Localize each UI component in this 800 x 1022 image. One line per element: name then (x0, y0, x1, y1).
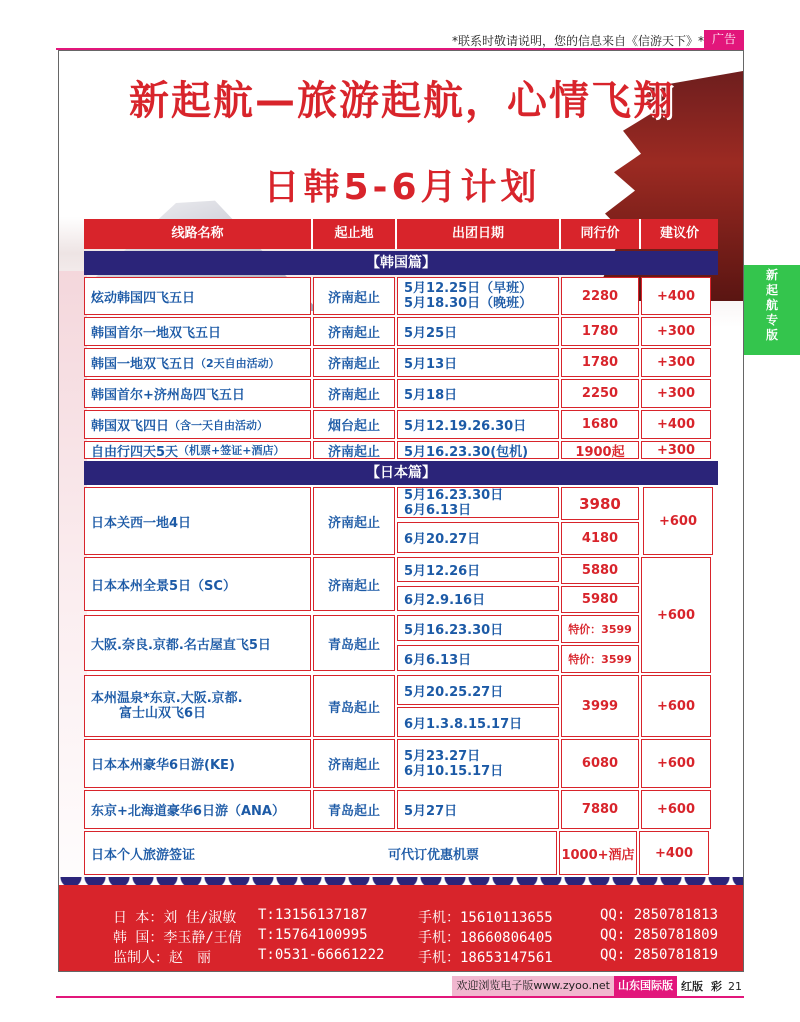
origin: 济南起止 (313, 739, 395, 788)
route-title: 韩国一地双飞五日 (91, 357, 196, 372)
table-row (84, 675, 718, 737)
contact-name: 日 本：刘 佳/淑敏 (113, 910, 237, 926)
contact-mobile: 手机：18660806405 (418, 930, 553, 946)
contact-name: 韩 国：李玉静/王倩 (113, 930, 242, 946)
suggested-price: +300 (641, 441, 711, 459)
route-name (84, 675, 311, 737)
contact-qq: QQ: 2850781819 (600, 947, 719, 963)
side-tab-char: 专 (765, 313, 778, 327)
route-title-line2: 富士山双飞6日 (119, 706, 207, 721)
route-name: 日本本州豪华6日游(KE) (84, 739, 311, 788)
header-dates: 出团日期 (397, 219, 561, 249)
origin: 济南起止 (313, 379, 395, 408)
trade-price: 2250 (561, 379, 639, 408)
table-row (84, 487, 718, 555)
trade-price: 特价：3599 (561, 645, 639, 673)
route-name (84, 348, 311, 377)
trade-price: 6080 (561, 739, 639, 788)
route-group (84, 557, 639, 673)
route-name: 日本个人旅游签证 (84, 831, 311, 875)
trade-price: 特价：3599 (561, 615, 639, 643)
departure-dates: 5月27日 (397, 790, 559, 829)
source-note: *联系时敬请说明，您的信息来自《信游天下》* (451, 34, 704, 48)
color-label: 彩 (711, 980, 722, 993)
trade-price: 3980 (561, 487, 639, 520)
sub-row (397, 615, 639, 643)
departure-dates: 5月18日 (397, 379, 559, 408)
section-label: 红版 (681, 980, 703, 993)
suggested-price: +300 (641, 317, 711, 346)
table-header (84, 219, 718, 249)
table-row (84, 557, 639, 613)
table-row (84, 410, 718, 439)
page-footer (452, 976, 744, 996)
origin: 烟台起止 (313, 410, 395, 439)
contact-qq: QQ: 2850781813 (600, 907, 719, 923)
departure-dates: 6月6.13日 (397, 645, 559, 671)
sub-row (397, 487, 641, 520)
origin: 青岛起止 (313, 615, 395, 671)
route-name: 炫动韩国四飞五日 (84, 277, 311, 315)
origin: 济南起止 (313, 277, 395, 315)
contact-row (113, 947, 718, 967)
table-row (84, 831, 718, 875)
suggested-price: +600 (641, 790, 711, 829)
route-name: 日本关西一地4日 (84, 487, 311, 555)
table-row (84, 790, 718, 829)
sub-row (397, 557, 639, 584)
suggested-price: +600 (643, 487, 713, 555)
route-description: 可代订优惠机票 (311, 831, 557, 875)
suggested-price: +600 (641, 675, 711, 737)
header-origin: 起止地 (313, 219, 397, 249)
advert-panel (58, 50, 744, 972)
route-title: 本州温泉*东京.大阪.京都. (91, 691, 243, 706)
website-link[interactable]: 欢迎浏览电子版www.zyoo.net (452, 976, 614, 996)
table-row (84, 441, 718, 459)
trade-price: 1000+酒店 (559, 831, 637, 875)
contact-panel (59, 885, 744, 972)
route-name (84, 441, 311, 459)
headline: 新起航—旅游起航，心情飞翔 (129, 78, 675, 124)
departure-dates: 5月20.25.27日 (397, 675, 559, 705)
route-title: 自由行四天5天 (91, 444, 179, 459)
trade-price: 1680 (561, 410, 639, 439)
header-trade-price: 同行价 (561, 219, 641, 249)
date-line: 5月16.23.30日 (404, 487, 504, 503)
origin: 济南起止 (313, 557, 395, 611)
ad-badge: 广告 (704, 30, 744, 48)
departure-dates (397, 739, 559, 788)
sub-row (397, 586, 639, 613)
bottom-divider (56, 996, 744, 998)
section-side-tab (744, 265, 800, 355)
origin: 青岛起止 (313, 790, 395, 829)
table-row (84, 615, 639, 673)
date-price-group (397, 487, 641, 555)
departure-dates: 6月2.9.16日 (397, 586, 559, 611)
trade-price: 5880 (561, 557, 639, 584)
trade-price: 3999 (561, 675, 639, 737)
side-tab-char: 起 (765, 283, 778, 297)
route-title: 韩国双飞四日 (91, 419, 170, 434)
departure-dates: 5月13日 (397, 348, 559, 377)
contact-mobile: 手机：18653147561 (418, 950, 553, 966)
contact-row (113, 927, 718, 947)
date-line: 6月10.15.17日 (404, 763, 504, 779)
table-row (84, 348, 718, 377)
suggested-price: +600 (641, 739, 711, 788)
contact-phone: T:0531-66661222 (258, 947, 385, 963)
origin: 济南起止 (313, 317, 395, 346)
table-row-group (84, 557, 718, 673)
table-row (84, 739, 718, 788)
date-group (397, 675, 559, 737)
header-suggested-price: 建议价 (659, 226, 699, 241)
departure-dates (397, 277, 559, 315)
date-line: 5月12.25日（早班） (404, 281, 533, 296)
date-line: 5月18.30日（晚班） (404, 296, 533, 311)
route-name: 东京+北海道豪华6日游（ANA） (84, 790, 311, 829)
contact-phone: T:13156137187 (258, 907, 368, 923)
cherry-blossom-decoration (59, 271, 87, 931)
tour-table (84, 219, 718, 875)
route-name: 大阪.奈良.京都.名古屋直飞5日 (84, 615, 311, 671)
departure-dates: 5月12.26日 (397, 557, 559, 582)
departure-dates: 5月16.23.30日 (397, 615, 559, 641)
table-row (84, 317, 718, 346)
date-price-group (397, 615, 639, 673)
route-name: 韩国首尔一地双飞五日 (84, 317, 311, 346)
departure-dates: 5月12.19.26.30日 (397, 410, 559, 439)
origin: 济南起止 (313, 348, 395, 377)
departure-dates: 6月20.27日 (397, 522, 559, 553)
route-note: （2天自由活动） (195, 356, 280, 370)
trade-price: 2280 (561, 277, 639, 315)
route-name: 日本本州全景5日（SC） (84, 557, 311, 611)
date-line: 6月6.13日 (404, 502, 472, 518)
origin: 济南起止 (313, 487, 395, 555)
departure-dates: 5月16.23.30(包机) (397, 441, 559, 459)
contact-row (113, 907, 718, 927)
table-row (84, 379, 718, 408)
trade-price: 5980 (561, 586, 639, 613)
suggested-price: +400 (641, 277, 711, 315)
departure-dates: 5月25日 (397, 317, 559, 346)
side-tab-char: 版 (765, 328, 778, 342)
date-price-group (397, 557, 639, 613)
departure-dates (397, 487, 559, 518)
route-note: （机票+签证+酒店） (178, 444, 285, 457)
edition-label: 山东国际版 (614, 976, 677, 996)
route-name (84, 410, 311, 439)
route-name: 韩国首尔+济州岛四飞五日 (84, 379, 311, 408)
header-route: 线路名称 (84, 219, 313, 249)
contact-name: 监制人：赵 丽 (113, 950, 211, 966)
japan-section-header: 【日本篇】 (84, 461, 718, 485)
trade-price: 1900起 (561, 441, 639, 459)
side-tab-char: 新 (765, 268, 778, 282)
trade-price: 7880 (561, 790, 639, 829)
table-row (84, 277, 718, 315)
contact-mobile: 手机：15610113655 (418, 910, 553, 926)
sub-row (397, 645, 639, 673)
origin: 济南起止 (313, 441, 395, 459)
plan-title: 日韩5-6月计划 (263, 167, 541, 208)
route-note: （含一天自由活动） (169, 418, 269, 432)
origin: 青岛起止 (313, 675, 395, 737)
departure-dates: 6月1.3.8.15.17日 (397, 707, 559, 737)
suggested-price: +400 (641, 410, 711, 439)
date-line: 5月23.27日 (404, 748, 481, 764)
korea-section-header: 【韩国篇】 (84, 251, 718, 275)
side-tab-char: 航 (765, 298, 778, 312)
page-number: 21 (728, 979, 742, 993)
trade-price: 4180 (561, 522, 639, 555)
trade-price: 1780 (561, 348, 639, 377)
sub-row (397, 522, 641, 555)
suggested-price: +400 (639, 831, 709, 875)
contact-phone: T:15764100995 (258, 927, 368, 943)
contact-qq: QQ: 2850781809 (600, 927, 719, 943)
suggested-price: +300 (641, 348, 711, 377)
trade-price: 1780 (561, 317, 639, 346)
suggested-price: +600 (641, 557, 711, 673)
suggested-price: +300 (641, 379, 711, 408)
